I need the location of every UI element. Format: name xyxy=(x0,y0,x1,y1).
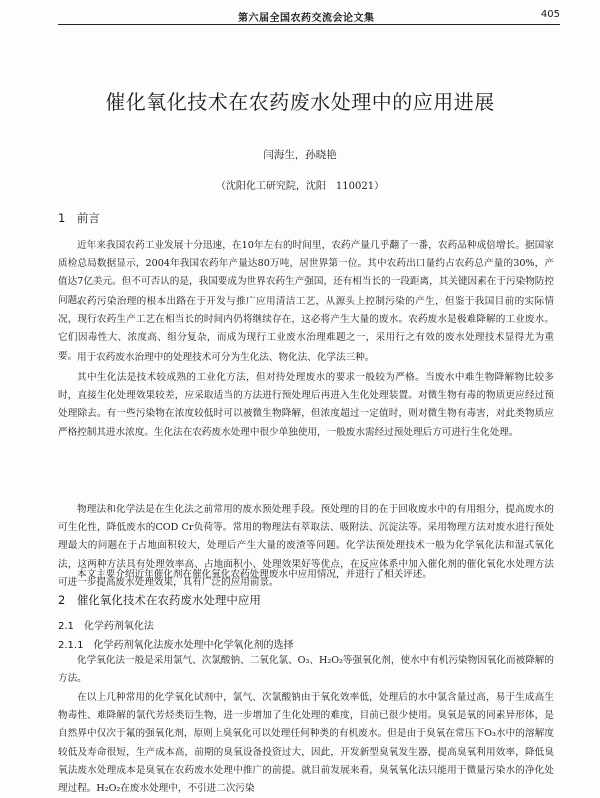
paper-title: 催化氧化技术在农药废水处理中的应用进展 xyxy=(105,90,495,114)
paragraph: 物理法和化学法是在生化法之前常用的废水预处理手段。预处理的目的在于回收废水中的有用组分，提高废水的可生化性，降低废水的COD Cr负荷等。常用的物理法有萃取法、吸附法、沉淀法等。采用物理方法对废水进行预处理最大的问题在于占地面积较大，处理后产生大量的废渣等问题。化学法预处理技术一般为化学氧化法和湿式氧化法，这两种方法具有处理效率高、占地面积小、处理效果好等优点，在反应体系中加入催化剂的催化氧化水处理方法可进一步提高废水处理效果，具有广泛的应用前景。 xyxy=(58,504,554,588)
affiliation: （沈阳化工研究院，沈阳 110021） xyxy=(215,181,385,192)
authors: 闫海生，孙晓艳 xyxy=(263,149,337,161)
paragraph: 本文主要介绍近年催化剂在催化氧化农药处理废水中应用情况，并进行了相关评述。 xyxy=(77,569,432,580)
section-heading-introduction: 1 前言 xyxy=(58,211,100,225)
section-heading-catalytic-oxidation: 2 催化氧化技术在农药废水处理中应用 xyxy=(58,593,261,607)
subsubsection-heading: 2.1.1 化学药剂氧化法废水处理中化学氧化剂的选择 xyxy=(58,640,294,651)
paragraph: 化学氧化法一般是采用氯气、次氯酸钠、二氧化氯、O₃、H₂O₂等强氧化剂，使水中有机污染物因氧化而被降解的方法。 xyxy=(58,655,554,685)
paragraph: 近年来我国农药工业发展十分迅速，在10年左右的时间里，农药产量几乎翻了一番，农药品种成倍增长。据国家质检总局数据显示，2004年我国农药年产量达80万吨，居世界第一位。其中农药出口量约占农药总产量的30%，产值达7亿美元。但不可否认的是，我国要成为世界农药生产强国，还有相当长的一段距离，其关键因素在于污染物防控问题。 xyxy=(58,240,554,306)
page-number: 405 xyxy=(540,9,560,20)
conference-name: 第六届全国农药交流会论文集 xyxy=(238,13,375,24)
paragraph: 用于农药废水治理中的处理技术可分为生化法、物化法、化学法三种。 xyxy=(77,352,375,363)
subsection-heading: 2.1 化学药剂氧化法 xyxy=(58,621,154,632)
paragraph: 其中生化法是技术较成熟的工业化方法，但对待处理废水的要求一般较为严格。当废水中难生物降解物比较多时，直接生化处理效果较差，应采取适当的方法进行预处理后再进入生化处理装置。对微生物有毒的物质更应经过预处理除去。有一些污染物在浓度较低时可以被微生物降解，但浓度超过一定值时，则对微生物有毒害，对此类物质应严格控制其进水浓度。生化法在农药废水处理中很少单独使用，一般废水需经过预处理后方可进行生化处理。 xyxy=(58,372,554,438)
paragraph: 在以上几种常用的化学氧化试剂中，氯气、次氯酸钠由于氧化效率低，处理后的水中氯含量过高，易于生成高生物毒性、难降解的氯代芳烃类衍生物，进一步增加了生化处理的难度，目前已很少使用。臭氧是氧的同素异形体，是自然界中仅次于氟的强氧化剂，原则上臭氧化可以处理任何种类的有机废水。但是由于臭氧在常压下O₃水中的溶解度较低及寿命很短，生产成本高，前期的臭氧设备投资过大，因此，开发新型臭氧发生器，提高臭氧利用效率，降低臭氧法废水处理成本是臭氧在农药废水处理中推广的前提。就目前发展来看，臭氧氧化法只能用于微量污染水的净化处理过程。H₂O₂在废水处理中，不引进二次污染 xyxy=(58,692,554,795)
paragraph: 农药污染治理的根本出路在于开发与推广应用清洁工艺，从源头上控制污染的产生，但鉴于我国目前的实际情况，现行农药生产工艺在相当长的时间内仍将继续存在，这必将产生大量的废水。农药废水是极难降解的工业废水。它们因毒性大、浓度高、组分复杂，而成为现行工业废水治理难题之一，采用行之有效的废水处理技术显得尤为重要。 xyxy=(58,296,554,362)
running-header xyxy=(58,6,560,25)
